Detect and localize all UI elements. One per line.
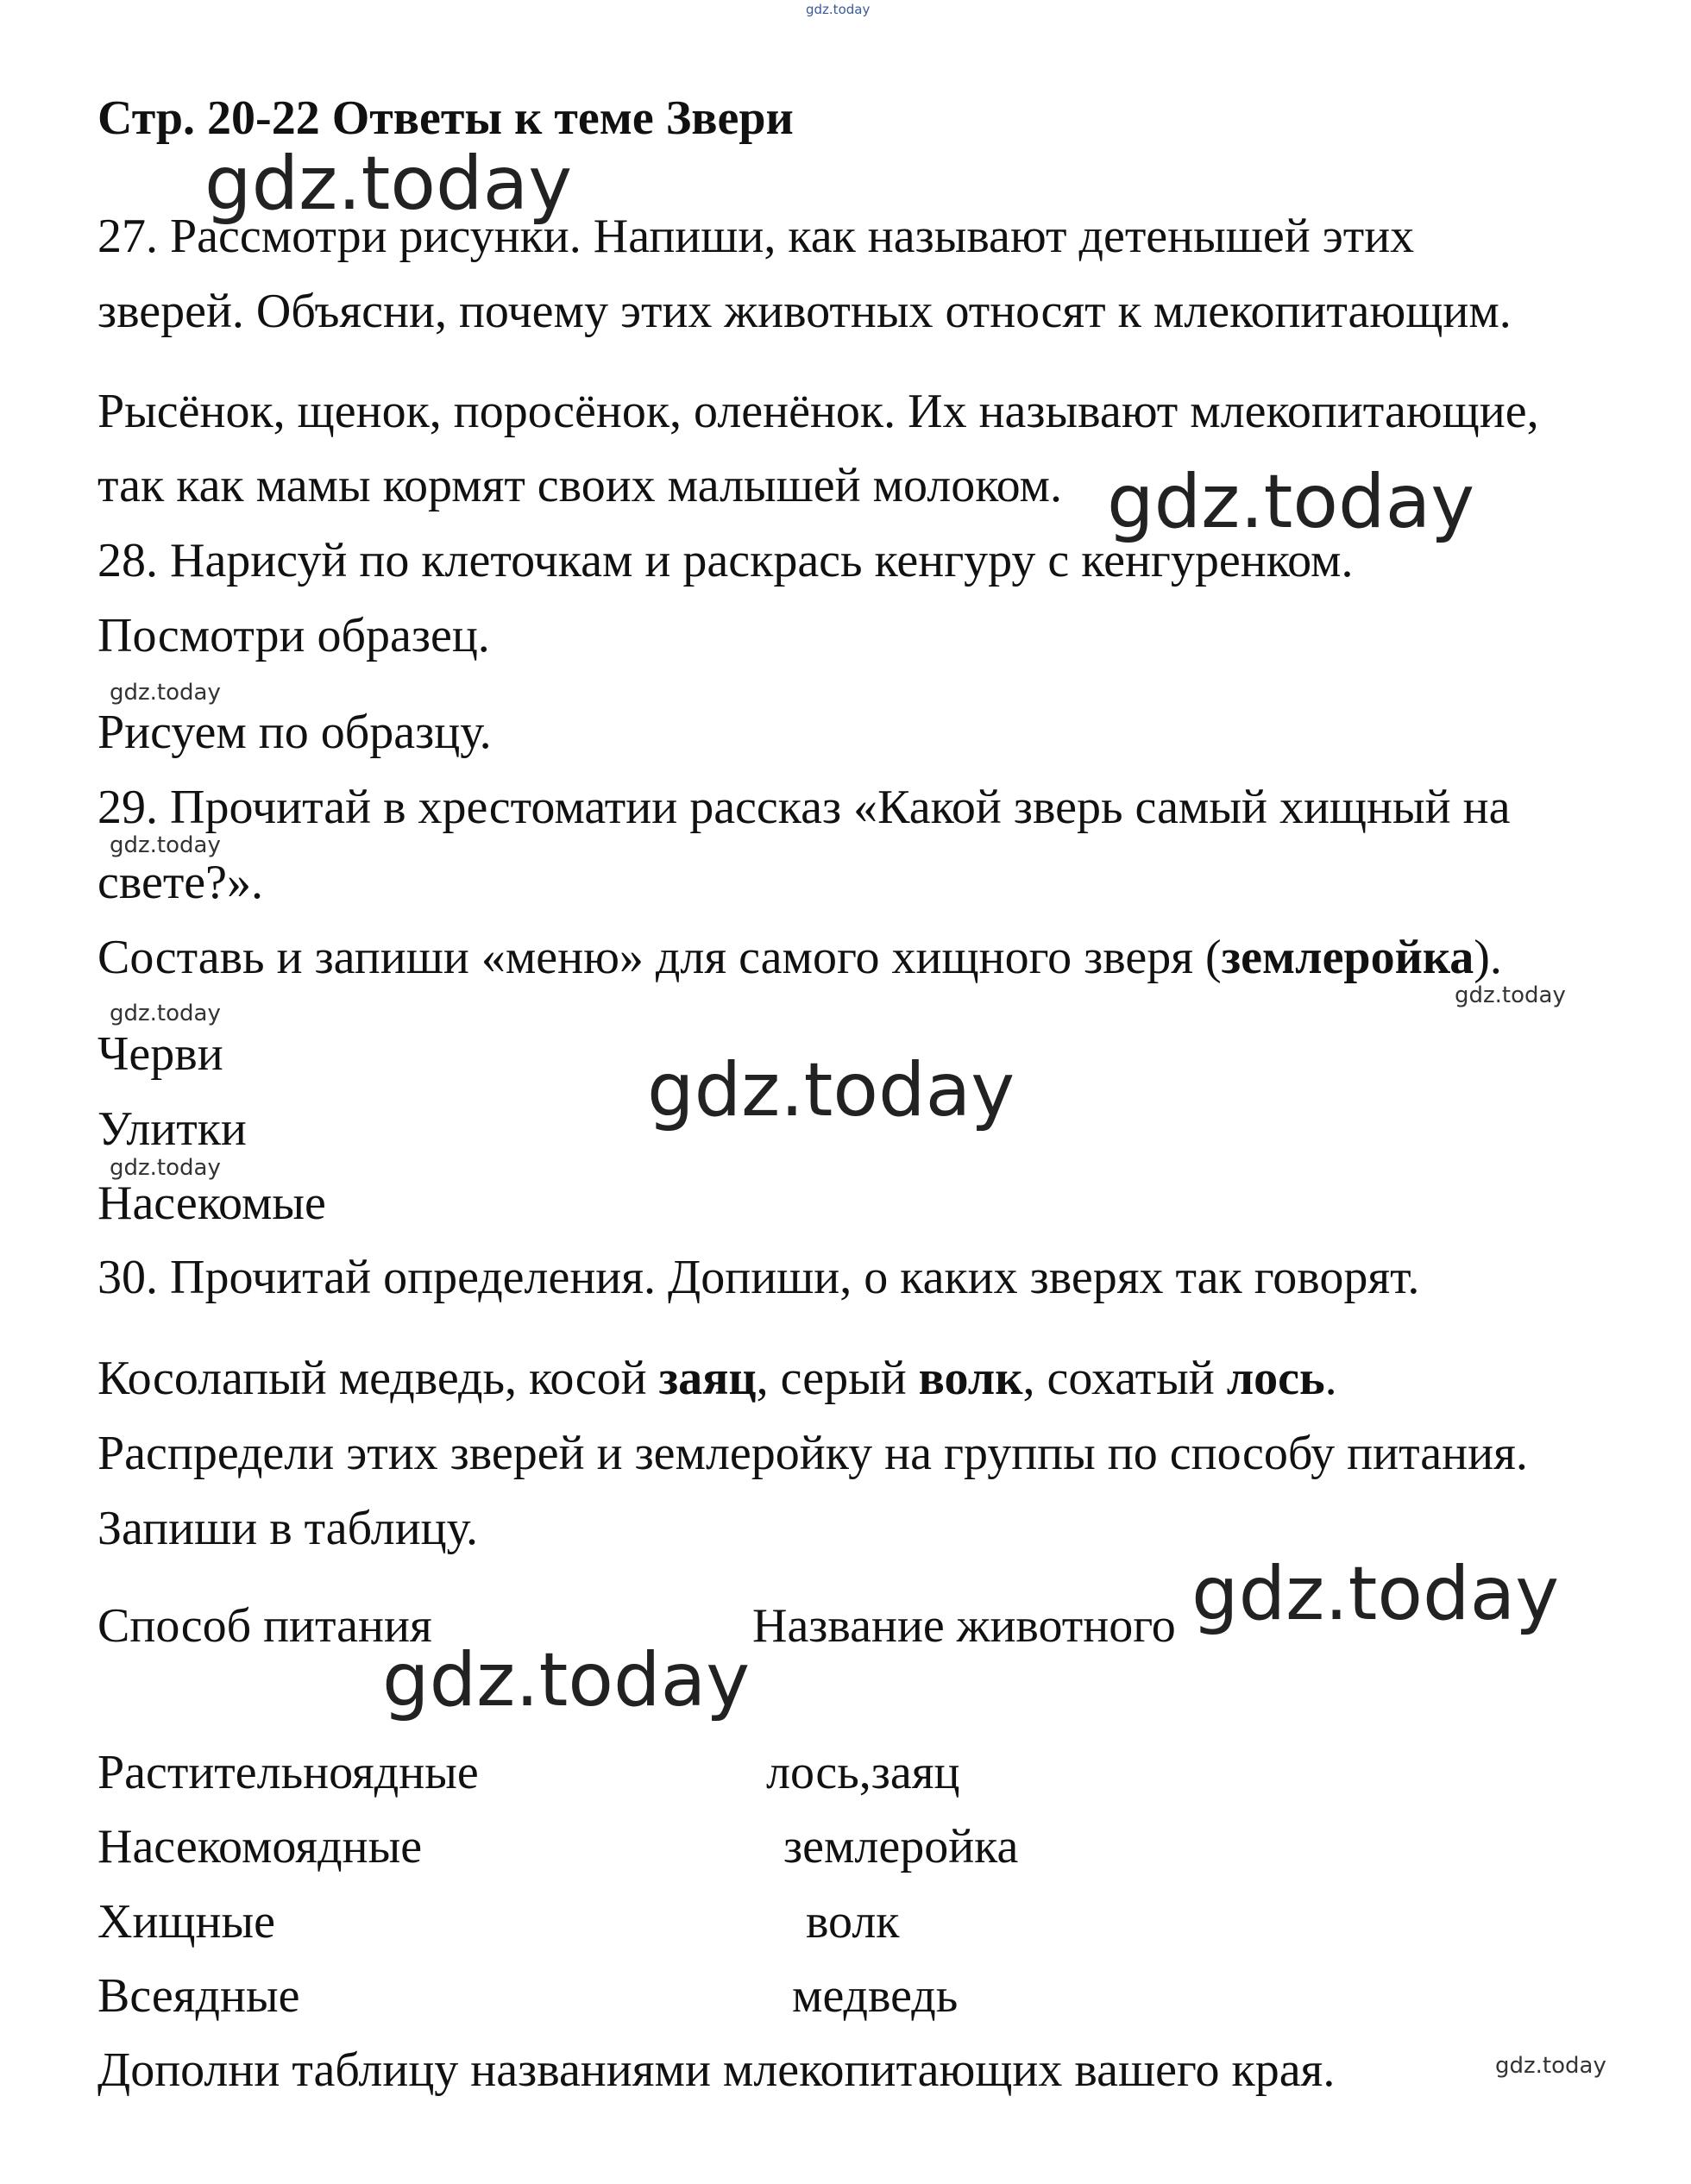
q28-line-1: 28. Нарисуй по клеточкам и раскрась кенгуру с кенгуренком. <box>97 534 1354 587</box>
menu-item: Черви <box>97 1027 223 1081</box>
q30-answer-text: Косолапый медведь, косой <box>97 1352 659 1405</box>
q28-line-2: Посмотри образец. <box>97 609 490 662</box>
watermark-large: gdz.today <box>382 1637 751 1723</box>
table-row-method: Хищные <box>97 1895 275 1949</box>
table-row-animal: землеройка <box>783 1820 1019 1873</box>
table-header-method: Способ питания <box>97 1599 432 1653</box>
q29-line-3 <box>97 929 1502 986</box>
q29-line-1: 29. Прочитай в хрестоматии рассказ «Какой зверь самый хищный на <box>97 781 1511 834</box>
q28-answer: Рисуем по образцу. <box>97 706 492 759</box>
table-row-method: Всеядные <box>97 1969 300 2023</box>
menu-item: Насекомые <box>97 1177 326 1230</box>
table-row-animal: волк <box>806 1895 900 1949</box>
q30-line-2: Распредели этих зверей и землеройку на группы по способу питания. <box>97 1427 1528 1480</box>
q29-line-2: свете?». <box>97 856 264 909</box>
q29-line-3-text: Составь и запиши «меню» для самого хищного зверя ( <box>97 931 1222 984</box>
table-row-method: Насекомоядные <box>97 1820 423 1873</box>
q30-line-1: 30. Прочитай определения. Допиши, о каких зверях так говорят. <box>97 1251 1420 1304</box>
watermark-large: gdz.today <box>647 1047 1015 1133</box>
watermark-small: gdz.today <box>110 832 221 858</box>
q30-answer-text: . <box>1324 1352 1337 1405</box>
q30-answer-bold: заяц <box>658 1352 757 1405</box>
q29-line-3-end: ). <box>1474 931 1502 984</box>
q29-answer-bold: землеройка <box>1221 931 1474 984</box>
q27-line-2: зверей. Объясни, почему этих животных относят к млекопитающим. <box>97 285 1512 338</box>
table-row-animal: медведь <box>792 1969 959 2023</box>
q27-answer-line-2: так как мамы кормят своих малышей молоком. <box>97 459 1062 512</box>
page-title: Стр. 20-22 Ответы к теме Звери <box>97 91 794 145</box>
watermark-small: gdz.today <box>1455 982 1566 1008</box>
table-row-animal: лось,заяц <box>766 1746 960 1799</box>
q30-answer <box>97 1350 1337 1407</box>
q30-line-3: Запиши в таблицу. <box>97 1502 479 1555</box>
watermark-small: gdz.today <box>110 1155 221 1181</box>
watermark-large: gdz.today <box>1107 459 1475 545</box>
q30-answer-text: , серый <box>756 1352 919 1405</box>
watermark-small: gdz.today <box>110 1001 221 1026</box>
table-header-animal: Название животного <box>752 1599 1176 1653</box>
watermark-top: gdz.today <box>806 2 871 17</box>
watermark-small: gdz.today <box>110 680 221 706</box>
q27-answer-line-1: Рысёнок, щенок, поросёнок, оленёнок. Их называют млекопитающие, <box>97 385 1539 438</box>
q27-line-1: 27. Рассмотри рисунки. Напиши, как называют детенышей этих <box>97 210 1415 263</box>
q30-answer-bold: лось <box>1226 1352 1325 1405</box>
menu-item: Улитки <box>97 1102 247 1156</box>
watermark-large: gdz.today <box>1191 1551 1560 1637</box>
q30-footer: Дополни таблицу названиями млекопитающих вашего края. <box>97 2043 1336 2097</box>
watermark-small: gdz.today <box>1495 2053 1606 2079</box>
q30-answer-text: , сохатый <box>1022 1352 1227 1405</box>
watermark-large: gdz.today <box>204 141 573 227</box>
q30-answer-bold: волк <box>918 1352 1023 1405</box>
table-row-method: Растительноядные <box>97 1746 479 1799</box>
